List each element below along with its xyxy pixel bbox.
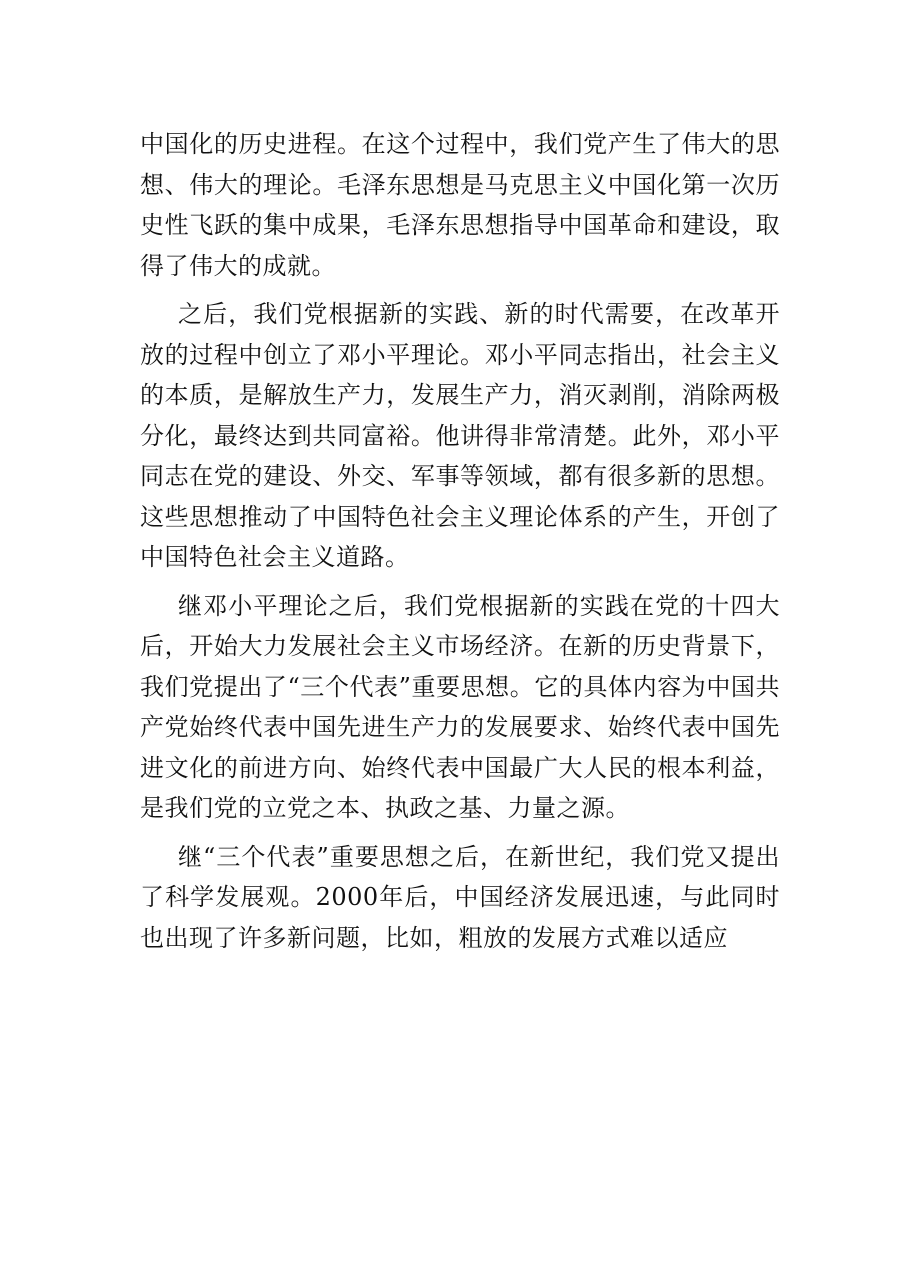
paragraph-three-represents: 继邓小平理论之后，我们党根据新的实践在党的十四大后，开始大力发展社会主义市场经济。在新的历史背景下，我们党提出了“三个代表”重要思想。它的具体内容为中国共产党始终代表中国先进生产力的发展要求、始终代表中国先进文化的前进方向、始终代表中国最广大人民的根本利益，是我们党的立党之本、执政之基、力量之源。 xyxy=(140,591,780,822)
paragraph-scientific-outlook: 继“三个代表”重要思想之后，在新世纪，我们党又提出了科学发展观。2000年后，中国经济发展迅速，与此同时也出现了许多新问题，比如，粗放的发展方式难以适应 xyxy=(140,842,780,952)
document-body xyxy=(140,124,780,966)
paragraph-continuation: 中国化的历史进程。在这个过程中，我们党产生了伟大的思想、伟大的理论。毛泽东思想是马克思主义中国化第一次历史性飞跃的集中成果，毛泽东思想指导中国革命和建设，取得了伟大的成就。 xyxy=(140,130,780,280)
paragraph-deng-xiaoping-theory: 之后，我们党根据新的实践、新的时代需要，在改革开放的过程中创立了邓小平理论。邓小平同志指出，社会主义的本质，是解放生产力，发展生产力，消灭剥削，消除两极分化，最终达到共同富裕。他讲得非常清楚。此外，邓小平同志在党的建设、外交、军事等领域，都有很多新的思想。这些思想推动了中国特色社会主义理论体系的产生，开创了中国特色社会主义道路。 xyxy=(140,300,780,571)
